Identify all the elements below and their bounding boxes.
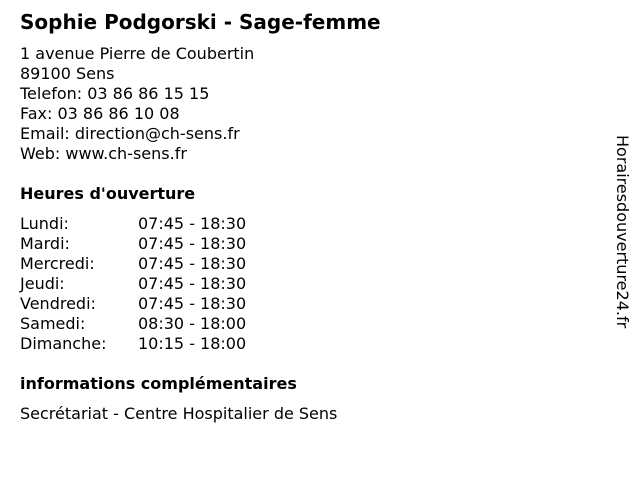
phone-line: Telefon: 03 86 86 15 15 [20,84,210,103]
business-card [20,8,580,424]
opening-hours-heading: Heures d'ouverture [20,184,196,203]
hours-row-thursday [20,274,580,294]
additional-info-text: Secrétariat - Centre Hospitalier de Sens [20,404,338,423]
day-label: Lundi: [20,214,69,233]
hours-row-monday [20,214,580,234]
time-range: 08:30 - 18:00 [138,314,247,333]
day-label: Dimanche: [20,334,107,353]
fax-line: Fax: 03 86 86 10 08 [20,104,180,123]
time-range: 07:45 - 18:30 [138,294,247,313]
contact-block [20,44,580,164]
hours-row-sunday [20,334,580,354]
time-range: 07:45 - 18:30 [138,274,247,293]
hours-row-wednesday [20,254,580,274]
day-label: Mardi: [20,234,70,253]
address-line-1: 1 avenue Pierre de Coubertin [20,44,255,63]
opening-hours-table [20,214,580,354]
address-line-2: 89100 Sens [20,64,115,83]
hours-row-tuesday [20,234,580,254]
time-range: 10:15 - 18:00 [138,334,247,353]
time-range: 07:45 - 18:30 [138,214,247,233]
day-label: Samedi: [20,314,86,333]
business-title: Sophie Podgorski - Sage-femme [20,10,381,34]
hours-row-saturday [20,314,580,334]
email-line: Email: direction@ch-sens.fr [20,124,240,143]
day-label: Mercredi: [20,254,95,273]
hours-row-friday [20,294,580,314]
site-brand-vertical: Horairesdouverture24.fr [613,135,632,329]
day-label: Vendredi: [20,294,96,313]
additional-info-heading: informations complémentaires [20,374,297,393]
time-range: 07:45 - 18:30 [138,254,247,273]
web-line: Web: www.ch-sens.fr [20,144,187,163]
day-label: Jeudi: [20,274,65,293]
time-range: 07:45 - 18:30 [138,234,247,253]
